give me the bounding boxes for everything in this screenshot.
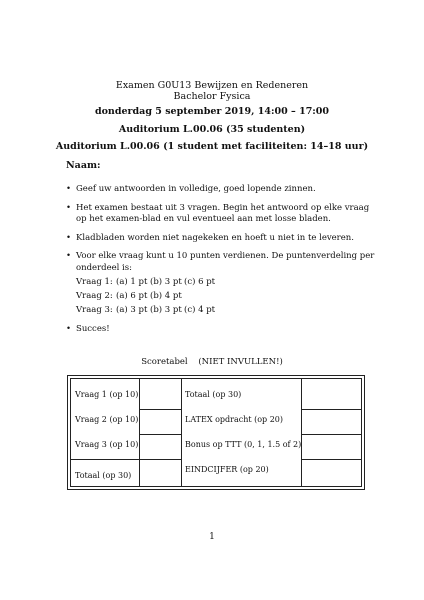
instruction-text: Geef uw antwoorden in volledige, goed lopende zinnen.	[76, 184, 316, 194]
scoretable-label: Scoretabel	[141, 357, 188, 367]
instruction-item	[66, 184, 376, 196]
points-part: (b) 4 pt	[150, 291, 182, 301]
score-label-total-right: Totaal (op 30)	[185, 390, 242, 399]
score-divider	[301, 379, 302, 486]
score-table-inner-border	[70, 378, 362, 487]
score-label-q2: Vraag 2 (op 10)	[75, 415, 139, 424]
instruction-text: Kladbladen worden niet nagekeken en hoeft u niet in te leveren.	[76, 232, 354, 243]
exam-room-2: Auditorium L.00.06 (1 student met faciliteiten: 14–18 uur)	[55, 141, 369, 152]
score-divider	[301, 434, 361, 435]
score-divider	[139, 459, 181, 460]
program-name: Bachelor Fysica	[173, 91, 251, 102]
instruction-list	[66, 184, 376, 343]
points-part: (b) 3 pt	[150, 277, 182, 287]
points-part: (c) 6 pt	[184, 277, 216, 287]
points-table	[76, 275, 376, 317]
points-part: (a) 3 pt	[116, 305, 148, 315]
score-divider	[181, 379, 182, 486]
score-label-eindcijfer: EINDCIJFER (op 20)	[185, 465, 269, 474]
instruction-text: Voor elke vraag kunt u 10 punten verdienen. De puntenverdeling per onderdeel is:	[76, 251, 375, 273]
scoretable-title	[0, 357, 424, 367]
score-label-latex: LATEX opdracht (op 20)	[185, 415, 284, 424]
bullet-icon: •	[66, 324, 72, 334]
exam-title: Examen G0U13 Bewijzen en Redeneren	[115, 80, 309, 91]
score-table	[67, 375, 367, 488]
score-divider	[139, 409, 181, 410]
score-divider	[139, 434, 181, 435]
score-label-q3: Vraag 3 (op 10)	[75, 440, 139, 449]
score-divider	[139, 379, 140, 486]
score-label-total-left: Totaal (op 30)	[75, 471, 132, 480]
exam-datetime: donderdag 5 september 2019, 14:00 – 17:00	[94, 106, 330, 117]
score-divider	[71, 459, 139, 460]
instruction-text: Het examen bestaat uit 3 vragen. Begin het antwoord op elke vraag op het examen-blad en vul eventueel aan met losse bladen.	[76, 202, 370, 224]
points-question: Vraag 3:	[76, 305, 113, 315]
points-part: (c) 4 pt	[184, 305, 216, 315]
closing-text: Succes!	[76, 324, 110, 334]
page-number: 1	[209, 532, 215, 542]
scoretable-note: (NIET INVULLEN!)	[198, 357, 283, 367]
points-part	[184, 289, 218, 303]
instruction-item	[66, 324, 376, 336]
exam-room-1: Auditorium L.00.06 (35 studenten)	[118, 124, 306, 135]
bullet-icon: •	[66, 184, 72, 194]
name-label: Naam:	[66, 160, 101, 171]
instruction-item	[66, 251, 376, 317]
instruction-item	[66, 203, 376, 226]
bullet-icon: •	[66, 251, 72, 261]
score-divider	[301, 409, 361, 410]
score-divider	[301, 459, 361, 460]
points-part: (a) 1 pt	[116, 277, 148, 287]
points-question: Vraag 1:	[76, 277, 113, 287]
bullet-icon: •	[66, 232, 72, 243]
points-part: (b) 3 pt	[150, 305, 182, 315]
score-label-bonus: Bonus op TTT (0, 1, 1.5 of 2)	[185, 440, 302, 449]
bullet-icon: •	[66, 202, 72, 213]
instruction-item	[66, 233, 376, 245]
points-question: Vraag 2:	[76, 291, 113, 301]
score-label-q1: Vraag 1 (op 10)	[75, 390, 139, 399]
points-part: (a) 6 pt	[116, 291, 148, 301]
